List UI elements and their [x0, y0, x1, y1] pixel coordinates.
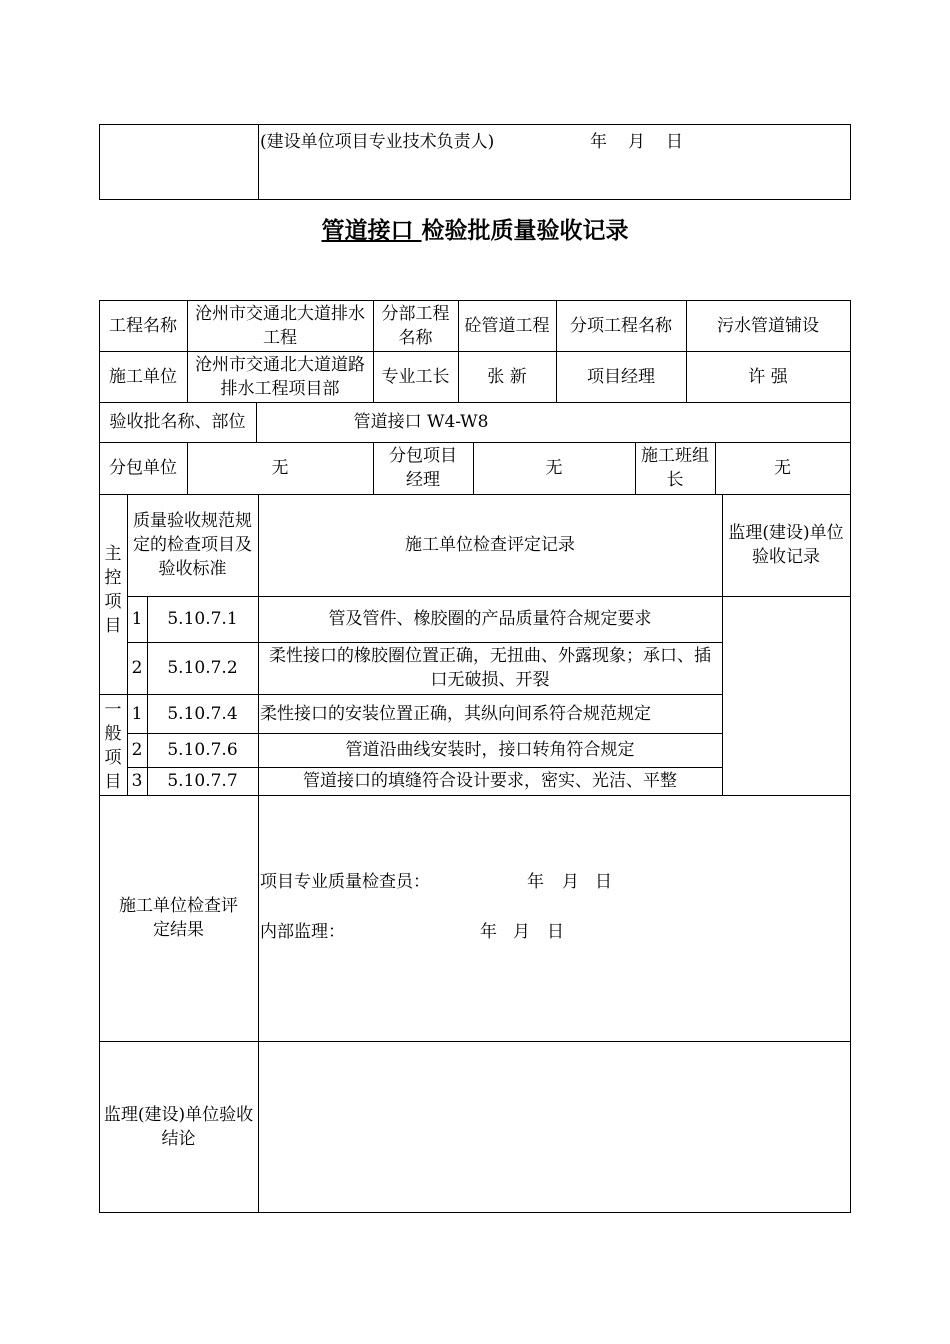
manager-value: 许 强 — [748, 366, 788, 387]
project-name-value: 沧州市交通北大道排水工程 — [195, 303, 365, 348]
criteria-header: 质量验收规范规定的检查项目及验收标准 — [133, 511, 252, 579]
general-item-no: 3 — [131, 771, 143, 791]
inspector-year: 年 — [527, 872, 544, 892]
subcontractor-label: 分包单位 — [109, 458, 177, 478]
main-item-record: 柔性接口的橡胶圈位置正确，无扭曲、外露现象；承口、插口无破损、开裂 — [269, 646, 711, 690]
foreman-label: 专业工长 — [381, 366, 450, 387]
manager-label: 项目经理 — [587, 366, 655, 387]
general-item-record: 管道沿曲线安装时，接口转角符合规定 — [345, 740, 635, 760]
inspector-label: 项目专业质量检查员： — [260, 872, 430, 892]
constructor-value: 沧州市交通北大道道路排水工程项目部 — [195, 354, 365, 399]
conclusion-label: 监理(建设)单位验收结论 — [103, 1104, 254, 1149]
signer-day: 日 — [666, 132, 683, 152]
supervisor-header: 监理(建设)单位验收记录 — [728, 523, 844, 567]
batch-value: 管道接口 W4-W8 — [353, 412, 489, 432]
title-rest: 检验批质量验收记录 — [421, 218, 629, 244]
general-item-record: 管道接口的填缝符合设计要求，密实、光洁、平整 — [303, 771, 677, 791]
supervisor-day: 日 — [547, 922, 564, 942]
foreman-value: 张 新 — [487, 366, 527, 387]
team-leader-value: 无 — [774, 458, 791, 478]
sub-manager-value: 无 — [545, 458, 563, 478]
title-underlined: 管道接口 — [321, 218, 422, 244]
main-item-no: 1 — [131, 609, 143, 629]
main-item-record: 管及管件、橡胶圈的产品质量符合规定要求 — [328, 609, 652, 629]
item-project-value: 污水管道铺设 — [717, 315, 819, 336]
general-group-label: 一般项目 — [104, 699, 122, 792]
main-item-code: 5.10.7.1 — [167, 609, 238, 629]
general-item-no: 1 — [131, 703, 143, 724]
team-leader-label: 施工班组长 — [641, 446, 709, 490]
project-name-label: 工程名称 — [109, 315, 177, 336]
inspector-month: 月 — [562, 872, 579, 892]
record-header: 施工单位检查评定记录 — [405, 535, 575, 555]
item-project-label: 分项工程名称 — [570, 315, 672, 336]
general-item-record: 柔性接口的安装位置正确，其纵向间系符合规范规定 — [260, 703, 651, 724]
general-item-no: 2 — [131, 740, 143, 760]
main-group-label: 主控项目 — [104, 544, 122, 636]
signer-month: 月 — [628, 132, 645, 152]
signer-text: (建设单位项目专业技术负责人) — [260, 132, 495, 152]
constructor-label: 施工单位 — [109, 366, 177, 387]
general-item-code: 5.10.7.6 — [167, 740, 238, 760]
result-label: 施工单位检查评定结果 — [119, 896, 238, 940]
batch-label: 验收批名称、部位 — [109, 412, 246, 432]
sub-manager-label: 分包项目经理 — [389, 446, 457, 490]
internal-supervisor-label: 内部监理： — [260, 922, 345, 942]
supervisor-month: 月 — [513, 922, 530, 942]
general-item-code: 5.10.7.7 — [167, 771, 238, 791]
main-item-code: 5.10.7.2 — [167, 658, 238, 678]
subcontractor-value: 无 — [271, 458, 289, 478]
sub-project-value: 砼管道工程 — [464, 315, 550, 336]
document-title — [0, 212, 950, 245]
general-item-code: 5.10.7.4 — [167, 703, 238, 724]
main-item-no: 2 — [131, 658, 143, 678]
supervisor-year: 年 — [480, 922, 497, 942]
sub-project-label: 分部工程名称 — [381, 303, 450, 348]
signer-year: 年 — [590, 132, 607, 152]
inspector-day: 日 — [595, 872, 612, 892]
